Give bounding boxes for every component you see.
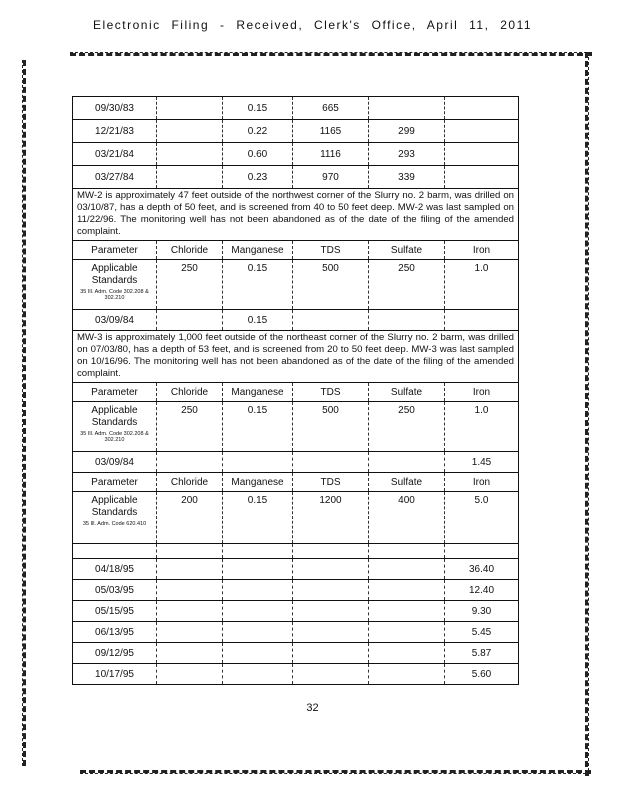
page-border-right (585, 52, 589, 776)
value-cell (445, 97, 519, 120)
column-header: Iron (445, 383, 519, 402)
table-row (73, 166, 519, 189)
standard-value: 5.0 (445, 492, 519, 544)
value-cell (445, 166, 519, 189)
value-cell (157, 97, 223, 120)
value-cell (157, 452, 223, 473)
iron-value: 5.60 (445, 664, 519, 685)
standards-label-cell (73, 492, 157, 544)
date-cell: 12/21/83 (73, 120, 157, 143)
table-row (73, 310, 519, 331)
value-cell: 0.23 (223, 166, 293, 189)
date-cell: 09/30/83 (73, 97, 157, 120)
header-row (73, 473, 519, 492)
spacer-row (73, 544, 519, 559)
value-cell (369, 452, 445, 473)
standard-value: 0.15 (223, 492, 293, 544)
value-cell (157, 143, 223, 166)
mw3-table (72, 383, 519, 473)
standards-label: Applicable Standards (91, 263, 138, 286)
value-cell (157, 310, 223, 331)
standards-row (73, 492, 519, 544)
standard-value: 500 (293, 260, 369, 310)
column-header: Sulfate (369, 473, 445, 492)
standard-value: 250 (369, 402, 445, 452)
column-header: Manganese (223, 241, 293, 260)
value-cell (293, 452, 369, 473)
groundwater-table (72, 473, 519, 685)
standards-label: Applicable Standards (91, 405, 138, 428)
date-cell: 06/13/95 (73, 622, 157, 643)
date-cell: 03/09/84 (73, 452, 157, 473)
date-cell: 04/18/95 (73, 559, 157, 580)
filing-header: Electronic Filing - Received, Clerk's Office, April 11, 2011 (92, 18, 533, 32)
date-cell: 10/17/95 (73, 664, 157, 685)
data-sheet (72, 96, 519, 685)
column-header: Chloride (157, 241, 223, 260)
value-cell (157, 166, 223, 189)
value-cell: 299 (369, 120, 445, 143)
page-border-top (70, 52, 592, 56)
table-row (73, 143, 519, 166)
top-table (72, 96, 519, 189)
column-header: Sulfate (369, 241, 445, 260)
standards-row (73, 402, 519, 452)
value-cell (369, 310, 445, 331)
standards-label: Applicable Standards (91, 495, 138, 518)
value-cell: 1165 (293, 120, 369, 143)
standard-value: 500 (293, 402, 369, 452)
standards-label-cell (73, 260, 157, 310)
value-cell: 0.22 (223, 120, 293, 143)
table-row (73, 664, 519, 685)
date-cell: 03/09/84 (73, 310, 157, 331)
standard-value: 200 (157, 492, 223, 544)
standard-value: 0.15 (223, 402, 293, 452)
standards-label-cell (73, 402, 157, 452)
value-cell (293, 310, 369, 331)
value-cell: 665 (293, 97, 369, 120)
column-header: Iron (445, 473, 519, 492)
value-cell: 293 (369, 143, 445, 166)
value-cell (445, 310, 519, 331)
standard-value: 400 (369, 492, 445, 544)
standard-value: 1.0 (445, 260, 519, 310)
date-cell: 09/12/95 (73, 643, 157, 664)
mw2-description: MW-2 is approximately 47 feet outside of the northwest corner of the Slurry no. 2 barm, was drilled on 03/10/87, has a depth of 50 feet, and is screened from 40 to 50 feet deep. MW-2 was last sampled on 11/22/96. The monitoring well has not been abandoned as of the date of the filing of the amended complaint. (72, 189, 519, 241)
standards-citation: 35 Ill. Adm. Code 620.410 (82, 521, 147, 527)
value-cell (223, 452, 293, 473)
column-header: TDS (293, 473, 369, 492)
value-cell (369, 97, 445, 120)
column-header: TDS (293, 383, 369, 402)
value-cell: 0.15 (223, 310, 293, 331)
date-cell: 05/03/95 (73, 580, 157, 601)
value-cell: 339 (369, 166, 445, 189)
value-cell: 0.60 (223, 143, 293, 166)
column-header: Sulfate (369, 383, 445, 402)
column-header: Parameter (73, 473, 157, 492)
standard-value: 250 (369, 260, 445, 310)
value-cell (157, 120, 223, 143)
standards-citation: 35 Ill. Adm. Code 302.208 & 302.210 (80, 431, 149, 443)
standards-citation: 35 Ill. Adm. Code 302.208 & 302.210 (80, 289, 149, 301)
standard-value: 0.15 (223, 260, 293, 310)
table-row (73, 580, 519, 601)
table-row (73, 643, 519, 664)
page-border-left (22, 60, 26, 766)
column-header: TDS (293, 241, 369, 260)
standard-value: 250 (157, 260, 223, 310)
iron-value: 36.40 (445, 559, 519, 580)
value-cell: 1116 (293, 143, 369, 166)
page-number: 32 (306, 702, 319, 714)
column-header: Manganese (223, 473, 293, 492)
mw2-table (72, 241, 519, 331)
standard-value: 250 (157, 402, 223, 452)
standard-value: 1200 (293, 492, 369, 544)
table-row (73, 601, 519, 622)
date-cell: 03/27/84 (73, 166, 157, 189)
table-row (73, 452, 519, 473)
column-header: Parameter (73, 383, 157, 402)
value-cell: 0.15 (223, 97, 293, 120)
table-row (73, 622, 519, 643)
standards-row (73, 260, 519, 310)
header-row (73, 383, 519, 402)
column-header: Manganese (223, 383, 293, 402)
table-row (73, 559, 519, 580)
date-cell: 03/21/84 (73, 143, 157, 166)
date-cell: 05/15/95 (73, 601, 157, 622)
iron-value: 5.45 (445, 622, 519, 643)
column-header: Chloride (157, 383, 223, 402)
value-cell: 1.45 (445, 452, 519, 473)
table-row (73, 120, 519, 143)
value-cell: 970 (293, 166, 369, 189)
value-cell (445, 143, 519, 166)
column-header: Parameter (73, 241, 157, 260)
header-row (73, 241, 519, 260)
column-header: Chloride (157, 473, 223, 492)
value-cell (445, 120, 519, 143)
iron-value: 5.87 (445, 643, 519, 664)
mw3-description: MW-3 is approximately 1,000 feet outside of the northeast corner of the Slurry no. 2 barm, was drilled on 07/03/80, has a depth of 53 feet, and is screened from 20 to 50 feet deep. MW-3 was last sampled on 10/16/96. The monitoring well has not been abandoned as of the date of the filing of the amended complaint. (72, 331, 519, 383)
column-header: Iron (445, 241, 519, 260)
standard-value: 1.0 (445, 402, 519, 452)
iron-value: 12.40 (445, 580, 519, 601)
table-row (73, 97, 519, 120)
iron-value: 9.30 (445, 601, 519, 622)
page-border-bottom (80, 770, 591, 774)
